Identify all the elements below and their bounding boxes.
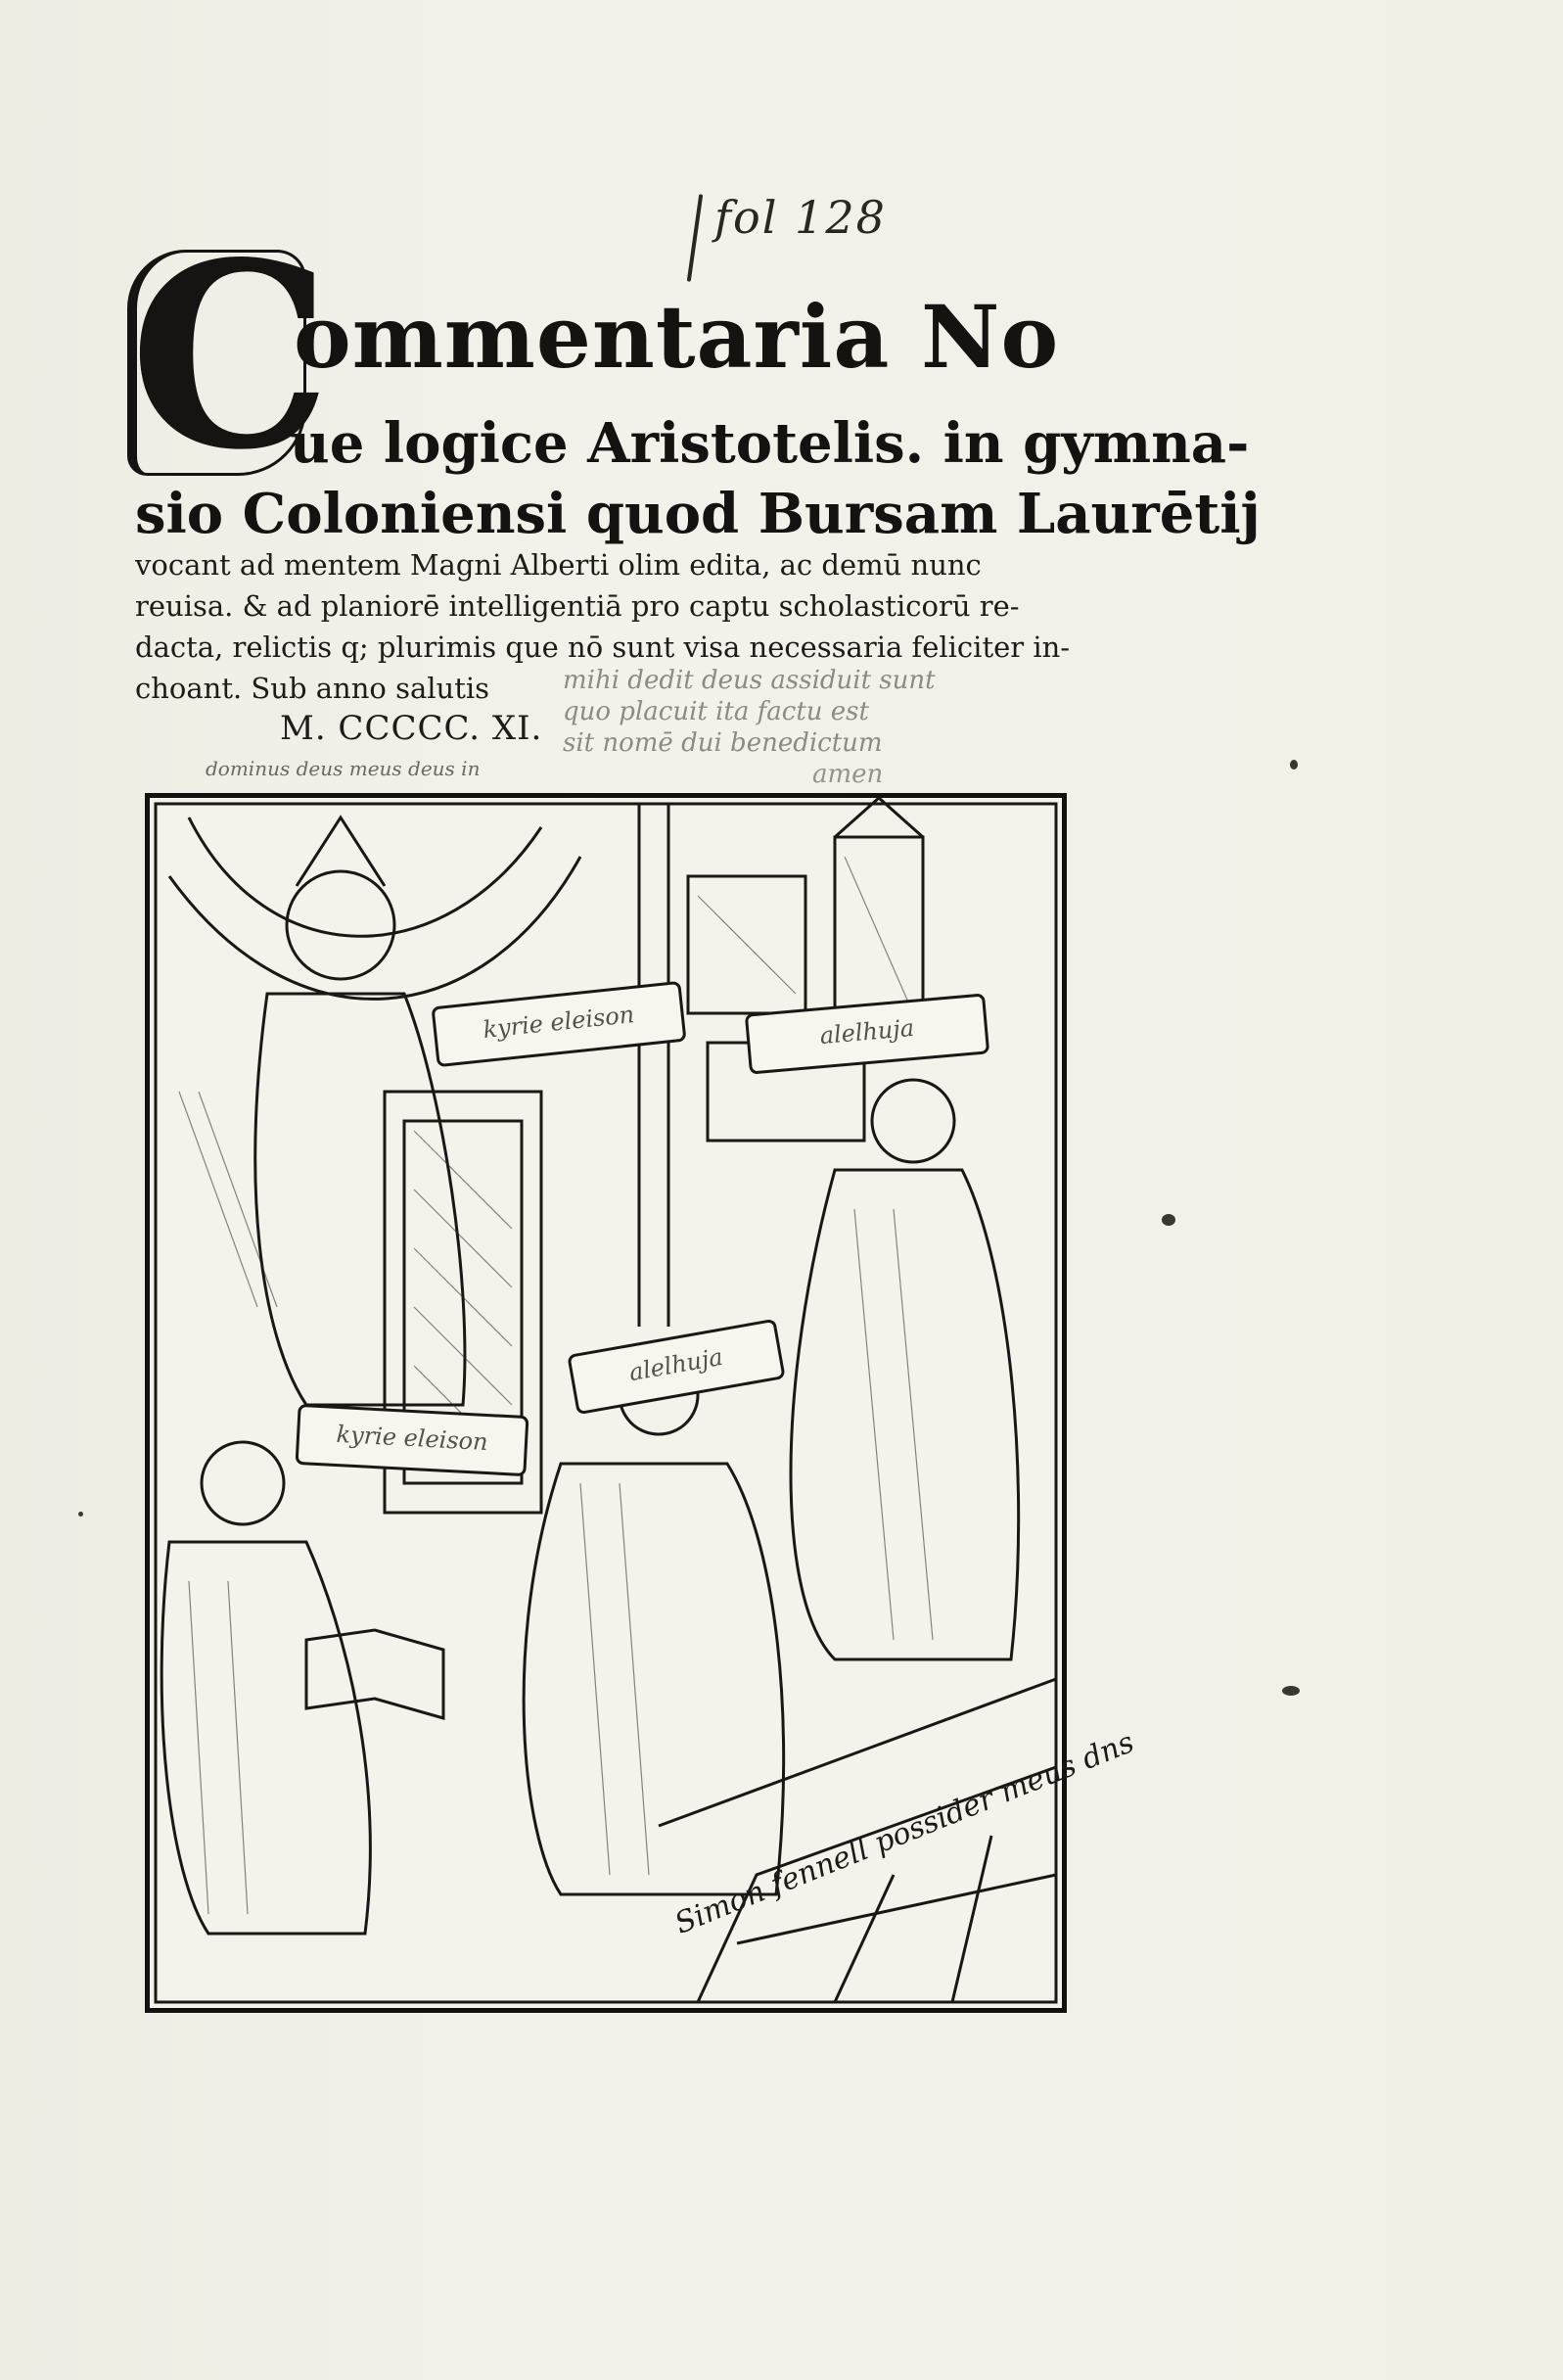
ink-speck	[1290, 760, 1298, 770]
title-line-3: sio Coloniensi quod Bursam Laurētij	[135, 482, 1261, 546]
handwritten-note: mihi dedit deus assiduit sunt	[563, 666, 936, 695]
scroll-banner: kyrie eleison	[431, 981, 686, 1067]
handwritten-note: sit nomē dui benedictum	[563, 728, 883, 758]
scroll-banner: alelhuja	[567, 1319, 785, 1416]
handwritten-note: quo placuit ita factu est	[563, 697, 869, 726]
body-line: dacta, relictis q; plurimis que nō sunt visa necessaria feliciter in-	[135, 630, 1071, 664]
title-line-2: ue logice Aristotelis. in gymna-	[290, 411, 1250, 476]
ink-speck	[1162, 1214, 1175, 1226]
body-line: vocant ad mentem Magni Alberti olim edita, ac demū nunc	[135, 548, 982, 582]
woodcut-illustration	[145, 793, 1139, 2013]
scroll-banner: kyrie eleison	[296, 1404, 529, 1476]
owner-signature: Simon fennell possider meus dns	[669, 1725, 1139, 1941]
body-line: reuisa. & ad planiorē intelligentiā pro captu scholasticorū re-	[135, 589, 1020, 623]
handwritten-note-under-date: dominus deus meus deus in	[206, 757, 481, 780]
handwritten-note: amen	[812, 760, 884, 789]
folio-number: fol 128	[714, 191, 887, 244]
body-line: choant. Sub anno salutis	[135, 672, 490, 705]
title-line-1: ommentaria No	[294, 286, 1060, 388]
drop-cap: C	[129, 208, 332, 506]
ink-speck	[78, 1512, 83, 1517]
imprint-date: M. CCCCC. XI.	[280, 709, 543, 748]
scroll-banner: alelhuja	[745, 993, 989, 1074]
ink-speck	[1282, 1686, 1300, 1696]
